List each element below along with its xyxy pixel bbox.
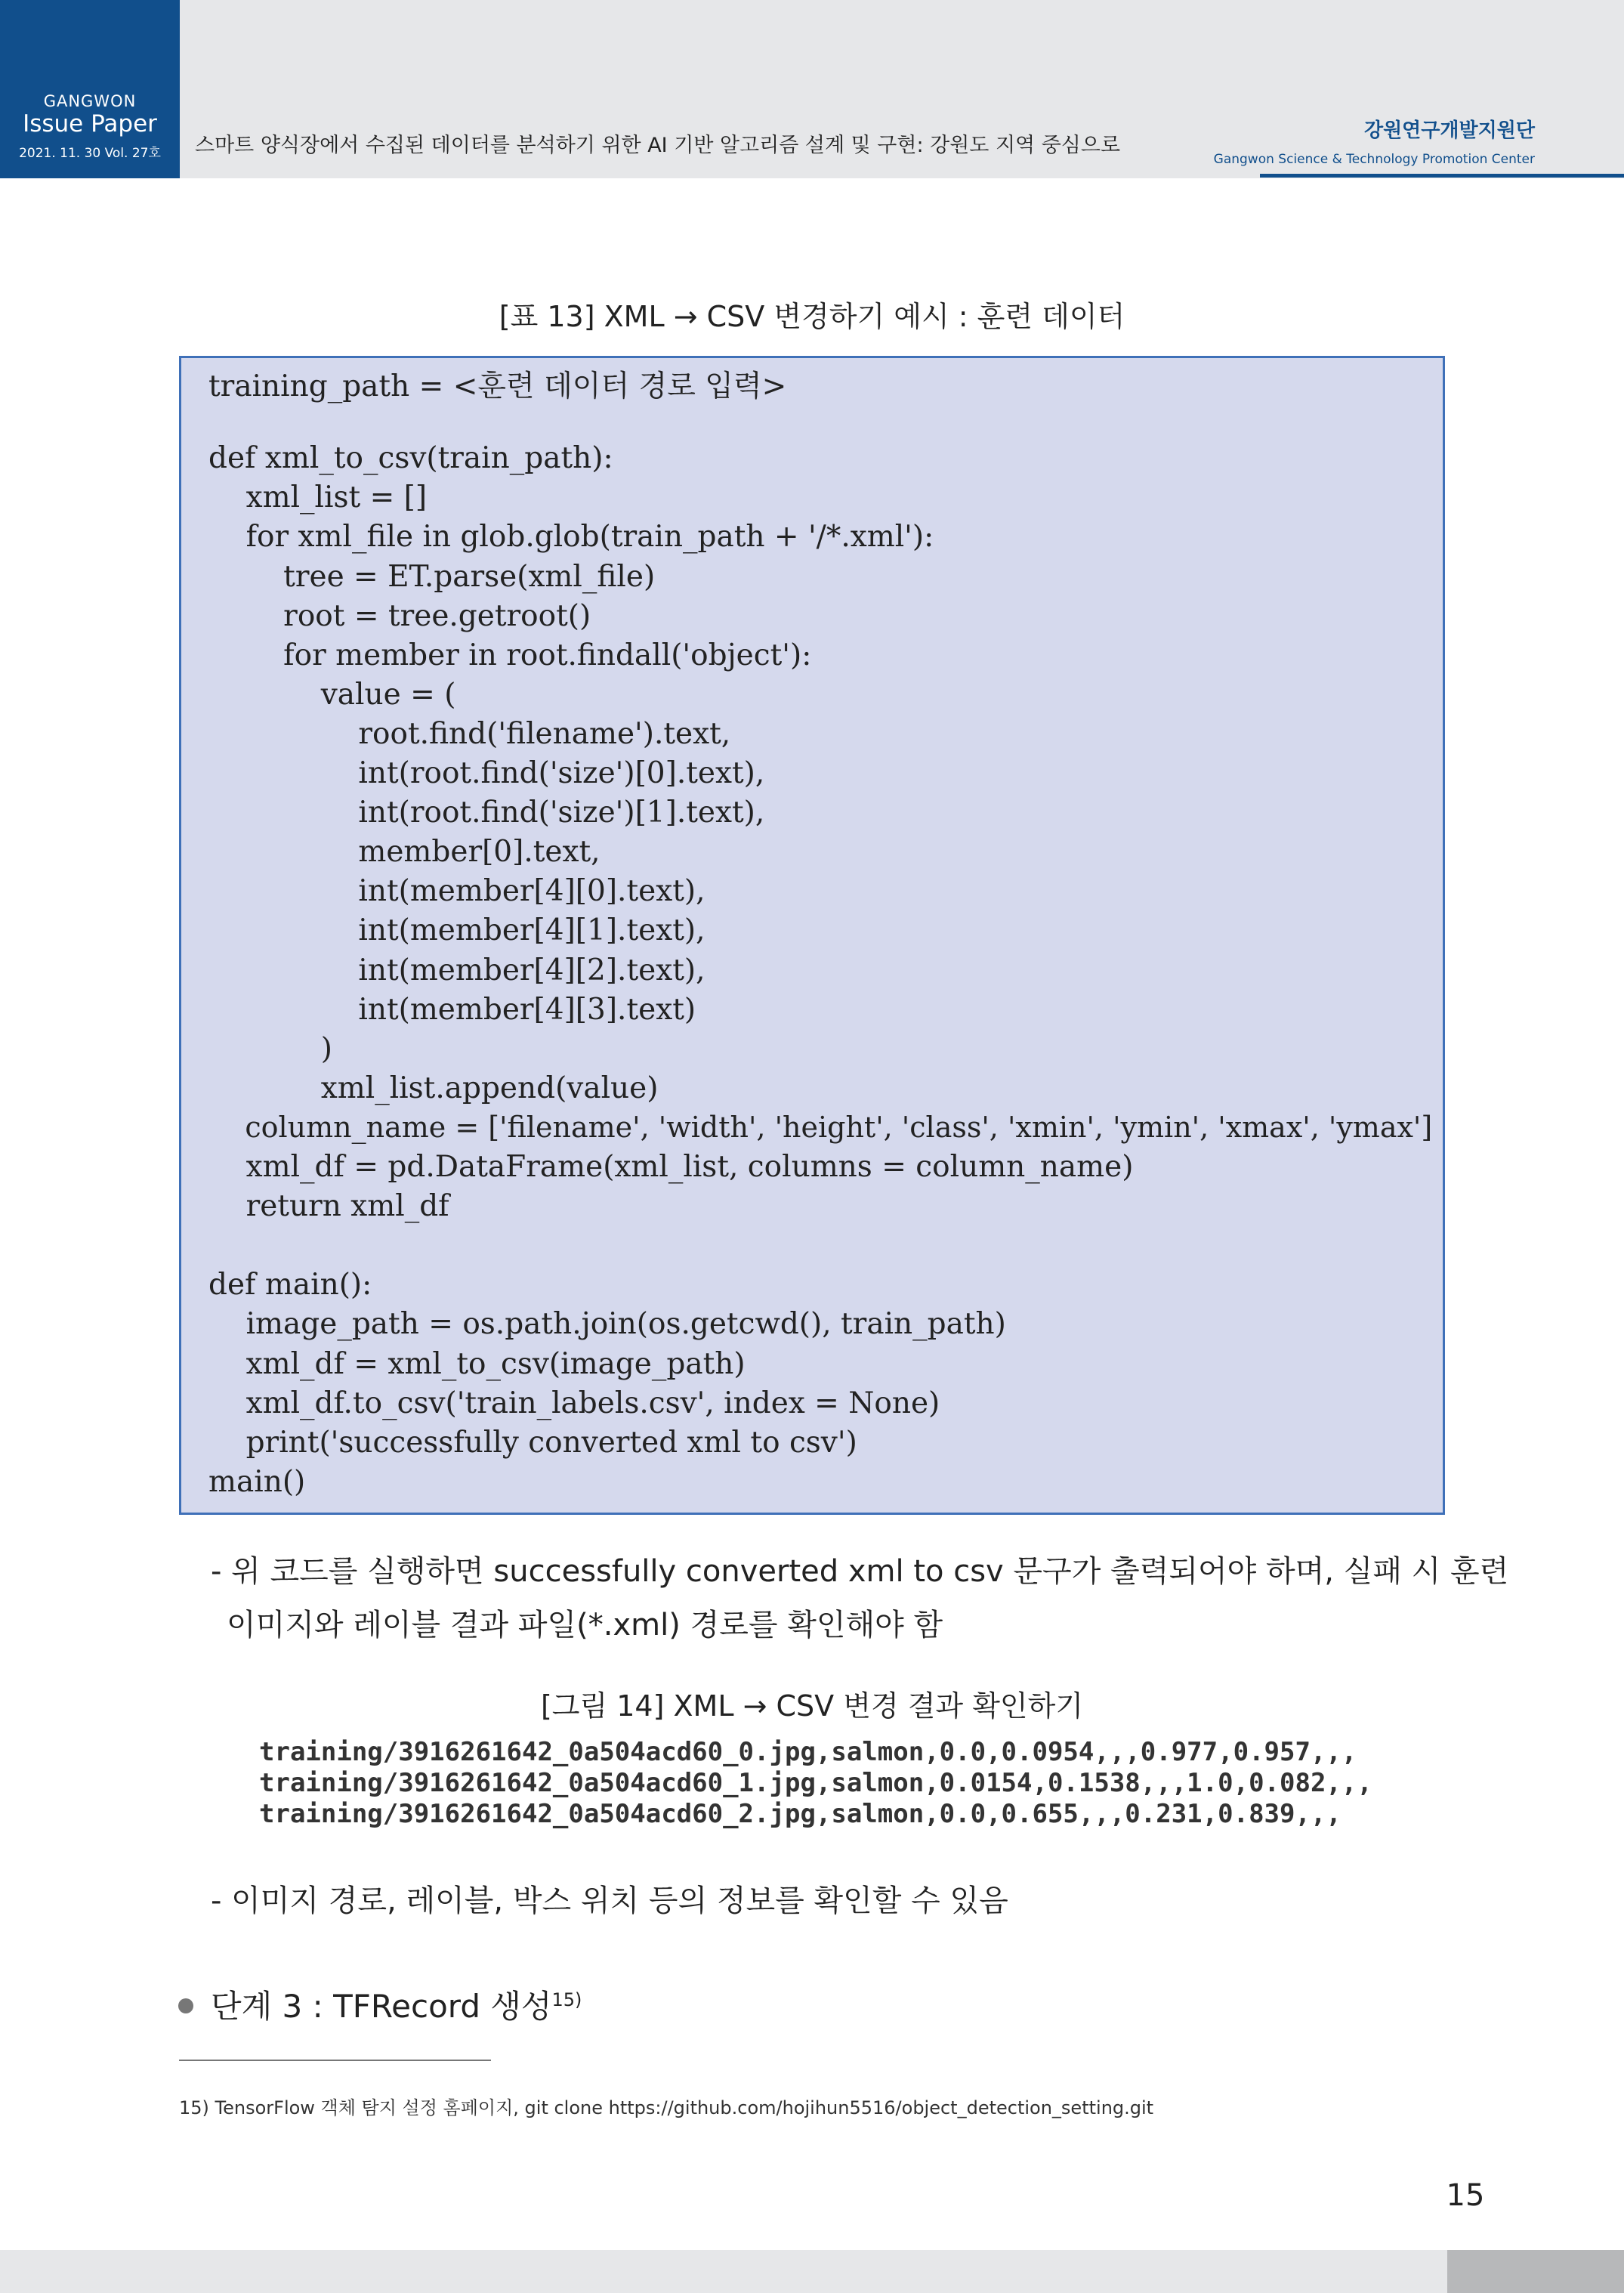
csv-output-line: training/3916261642_0a504acd60_2.jpg,salmon,0.0,0.655,,,0.231,0.839,,, <box>259 1799 1341 1829</box>
document-title: 스마트 양식장에서 수집된 데이터를 분석하기 위한 AI 기반 알고리즘 설계 및 구현: 강원도 지역 중심으로 <box>195 134 1121 157</box>
bullet-dot <box>178 1998 193 2013</box>
code-line: for xml_file in glob.glob(train_path + '/*.xml'): <box>208 520 934 555</box>
code-line: int(root.find('size')[0].text), <box>208 756 765 790</box>
footnote-ref: 15) <box>551 1989 582 2010</box>
organization-name-en: Gangwon Science & Technology Promotion Center <box>1213 152 1535 167</box>
code-line: for member in root.findall('object'): <box>208 638 812 672</box>
code-block <box>179 356 1445 1515</box>
note-run-result-cont: 이미지와 레이블 결과 파일(*.xml) 경로를 확인해야 함 <box>227 1608 943 1642</box>
code-line: value = ( <box>208 677 456 712</box>
code-line: tree = ET.parse(xml_file) <box>208 559 656 594</box>
footer-band <box>0 2250 1624 2293</box>
badge-region: GANGWON <box>43 92 137 110</box>
note-run-result: - 위 코드를 실행하면 successfully converted xml to csv 문구가 출력되어야 하며, 실패 시 훈련 <box>211 1554 1509 1589</box>
csv-output-line: training/3916261642_0a504acd60_1.jpg,salmon,0.0154,0.1538,,,1.0,0.082,,, <box>259 1768 1372 1798</box>
code-line: int(member[4][1].text), <box>208 913 705 948</box>
code-line: column_name = ['filename', 'width', 'height', 'class', 'xmin', 'ymin', 'xmax', 'ymax'] <box>208 1110 1433 1144</box>
footnote-rule <box>179 2060 491 2061</box>
code-line: int(member[4][2].text), <box>208 953 705 987</box>
code-line: print('successfully converted xml to csv') <box>208 1425 857 1460</box>
code-line: xml_df = pd.DataFrame(xml_list, columns = column_name) <box>208 1150 1134 1184</box>
page-number: 15 <box>1446 2178 1485 2213</box>
code-line: int(root.find('size')[1].text), <box>208 796 765 830</box>
code-line: image_path = os.path.join(os.getcwd(), train_path) <box>208 1307 1006 1342</box>
badge-date: 2021. 11. 30 Vol. 27호 <box>19 146 161 161</box>
code-line: xml_list = [] <box>208 481 428 515</box>
code-line: ) <box>208 1031 332 1066</box>
code-line: xml_df.to_csv('train_labels.csv', index = None) <box>208 1386 940 1420</box>
footer-tab <box>1447 2250 1624 2293</box>
code-line: return xml_df <box>208 1189 449 1224</box>
code-line: def main(): <box>208 1268 372 1303</box>
step-heading <box>211 1982 582 2027</box>
figure-caption: [그림 14] XML → CSV 변경 결과 확인하기 <box>540 1689 1084 1723</box>
code-line: main() <box>208 1464 306 1499</box>
csv-output-line: training/3916261642_0a504acd60_0.jpg,salmon,0.0,0.0954,,,0.977,0.957,,, <box>259 1737 1357 1767</box>
organization-name-ko: 강원연구개발지원단 <box>1363 119 1535 142</box>
code-line: root.find('filename').text, <box>208 716 731 751</box>
step-text: 단계 3 : TFRecord 생성 <box>211 1988 552 2025</box>
header-accent-line <box>1260 174 1624 178</box>
code-line: xml_list.append(value) <box>208 1071 659 1105</box>
code-line: training_path = <훈련 데이터 경로 입력> <box>208 369 787 403</box>
issue-paper-badge <box>0 0 180 178</box>
footnote: 15) TensorFlow 객체 탐지 설정 홈페이지, git clone https://github.com/hojihun5516/object_detection_setting.git <box>179 2097 1154 2118</box>
badge-title: Issue Paper <box>23 110 157 138</box>
code-line: def xml_to_csv(train_path): <box>208 441 613 476</box>
code-line: int(member[4][3].text) <box>208 992 696 1027</box>
table-caption: [표 13] XML → CSV 변경하기 예시 : 훈련 데이터 <box>499 300 1125 333</box>
code-line: member[0].text, <box>208 835 601 870</box>
code-line: int(member[4][0].text), <box>208 874 705 909</box>
organization <box>1214 115 1535 167</box>
code-line: root = tree.getroot() <box>208 598 591 633</box>
note-info: - 이미지 경로, 레이블, 박스 위치 등의 정보를 확인할 수 있음 <box>211 1884 1008 1918</box>
code-line: xml_df = xml_to_csv(image_path) <box>208 1346 746 1381</box>
